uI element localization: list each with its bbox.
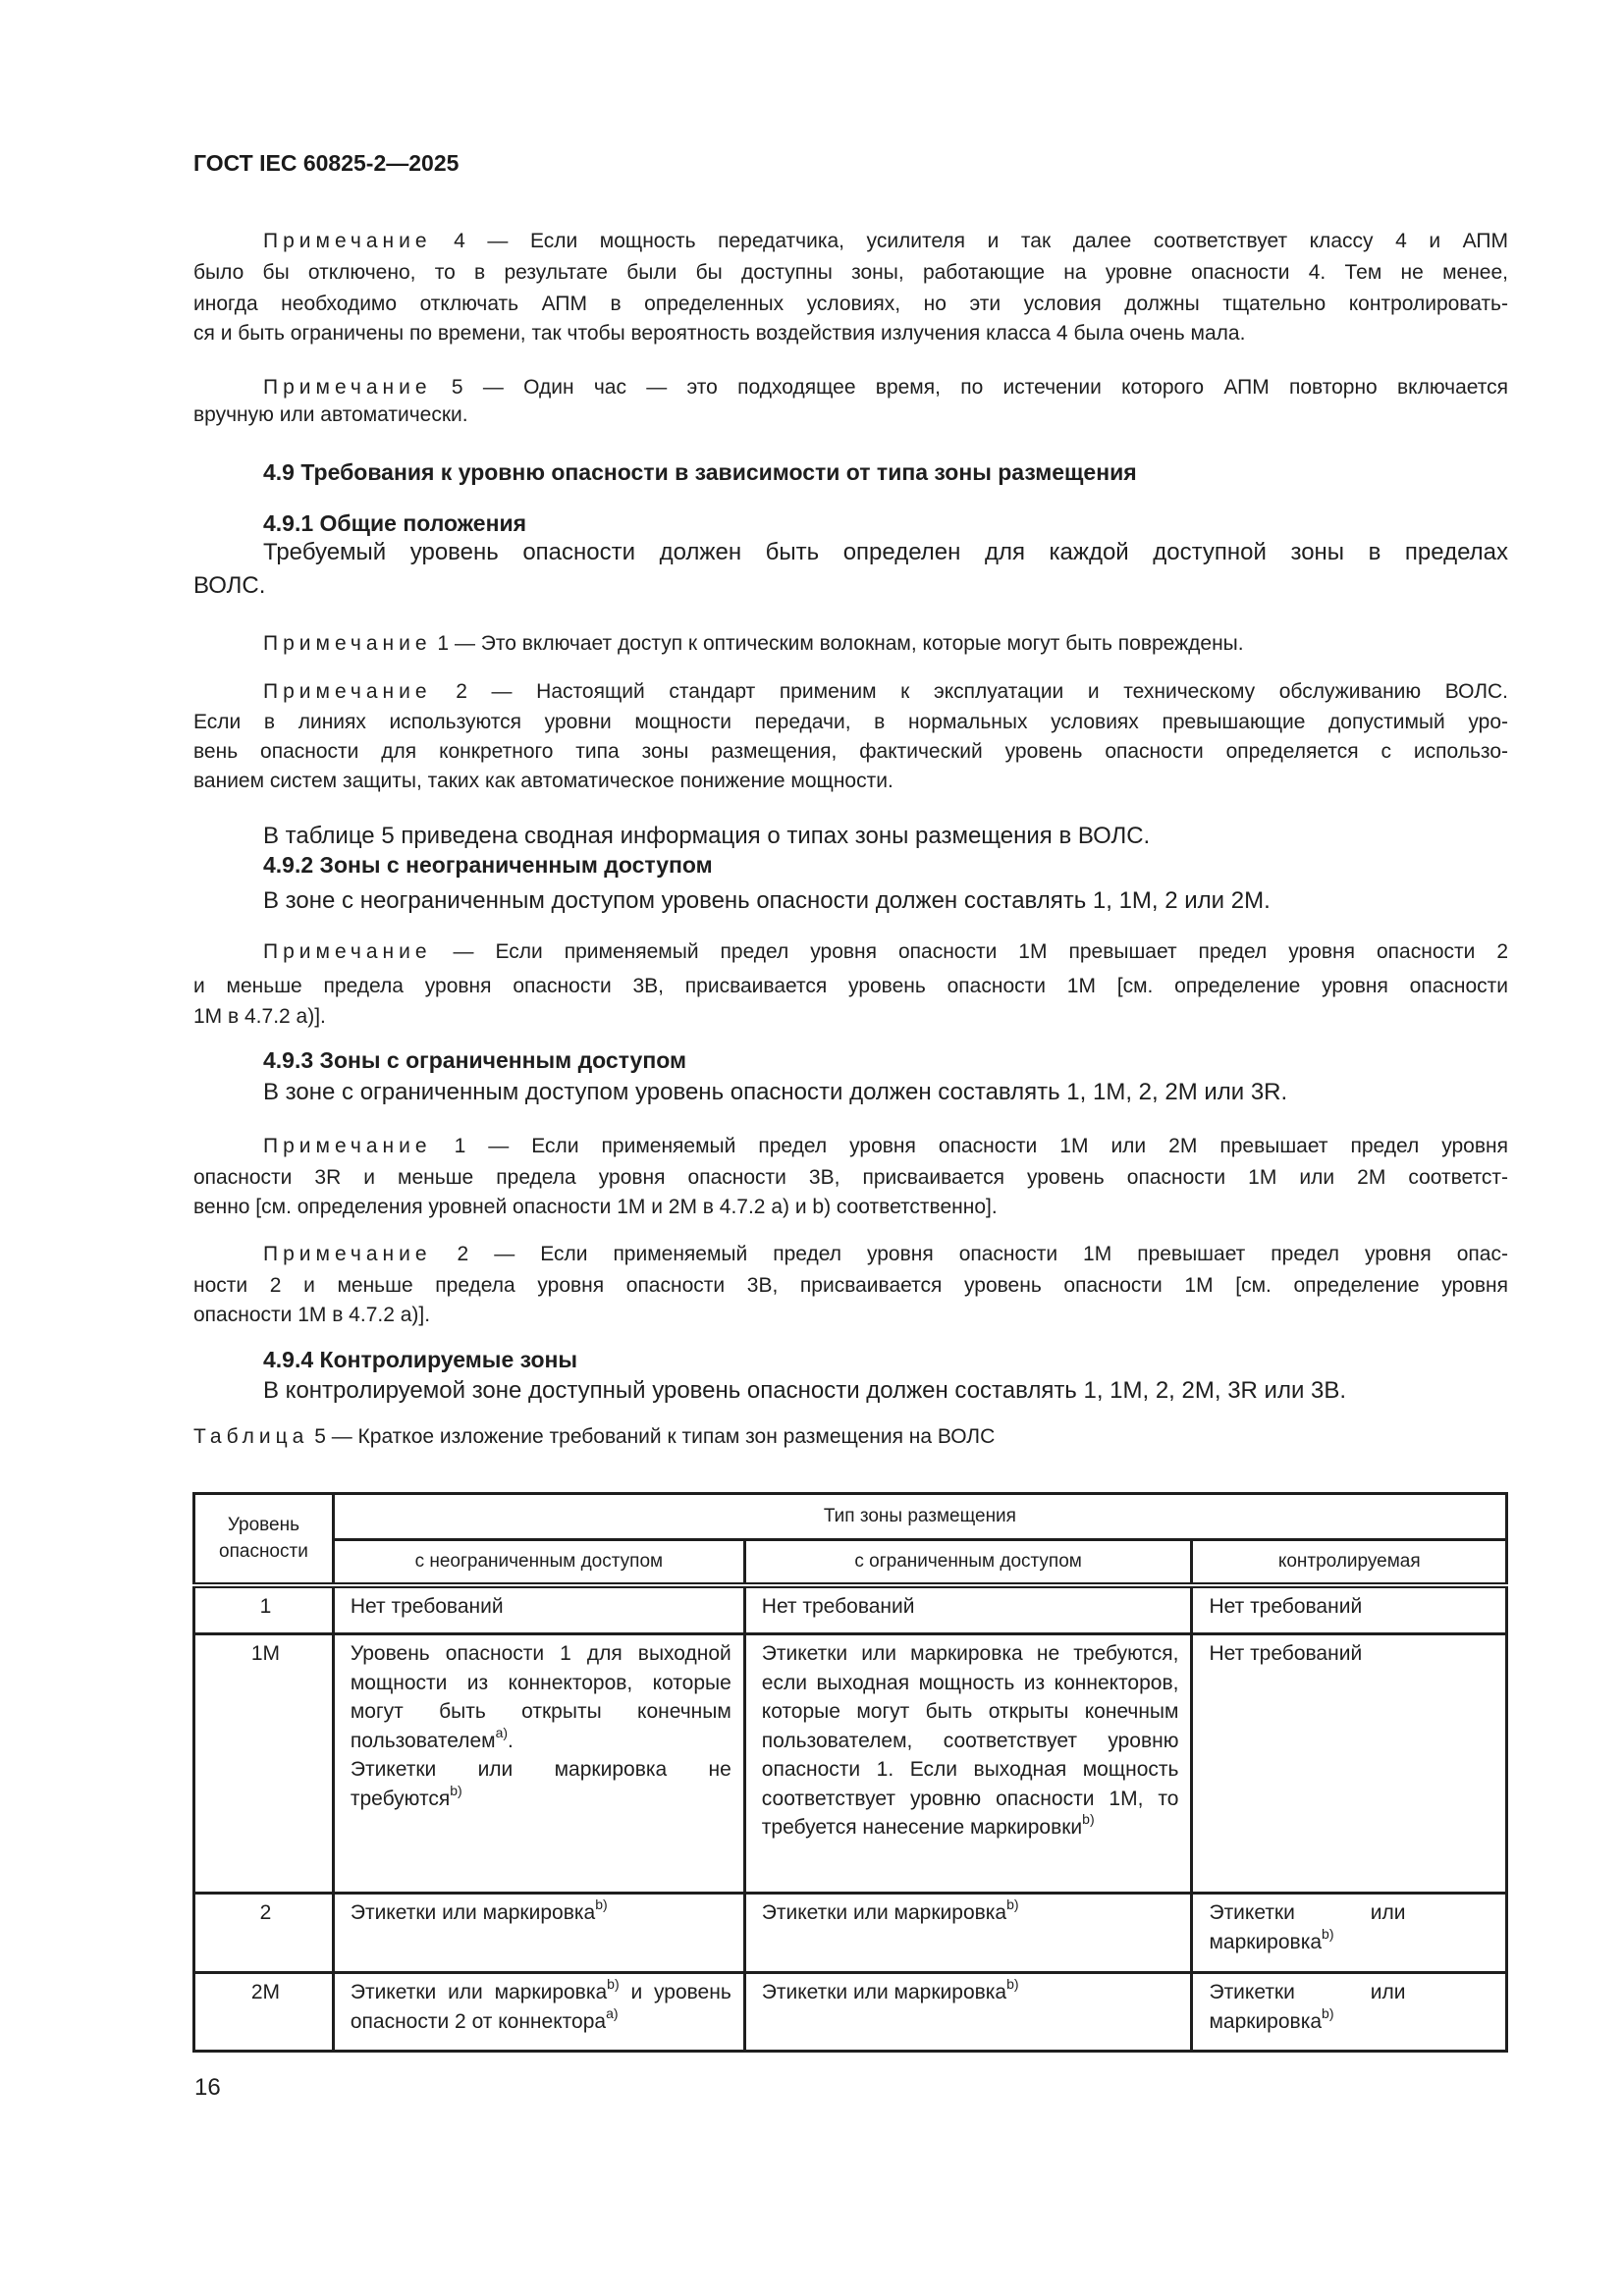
section-4-9-1-heading: 4.9.1 Общие положения xyxy=(263,510,527,536)
cell-text xyxy=(335,1895,743,1934)
note-line: ности 2 и меньше предела уровня опасности 3В, присваивается уровень опасности 1М [см. определение уровня xyxy=(193,1274,1508,1297)
note-text: — Настоящий стандарт применим к эксплуатации и техническому обслуживанию ВОЛС. xyxy=(491,680,1508,703)
cell-text: Нет требований xyxy=(350,1594,504,1618)
note-label: Примечание xyxy=(263,940,432,963)
section-4-9-3-heading: 4.9.3 Зоны с ограниченным доступом xyxy=(263,1047,687,1073)
cell-text xyxy=(1193,1895,1405,1962)
table-cell xyxy=(744,1973,1192,2052)
cell-text-part: и уровень опасности 2 от коннектора xyxy=(350,1981,731,2033)
footnote-ref: b) xyxy=(1322,2004,1334,2021)
column-header-level xyxy=(194,1494,334,1585)
note-line: вень опасности для конкретного типа зоны размещения, фактический уровень опасности определяется с использо- xyxy=(193,740,1508,763)
note-line: ся и быть ограничены по времени, так чтобы вероятность воздействия излучения класса 4 была очень мала. xyxy=(193,322,1246,345)
note-number: 2 xyxy=(456,680,467,703)
table-caption-text: 5 — Краткое изложение требований к типам зон размещения на ВОЛС xyxy=(314,1425,996,1448)
table-reference-text: В таблице 5 приведена сводная информация о типах зоны размещения в ВОЛС. xyxy=(263,823,1151,849)
table-row xyxy=(194,1894,1507,1973)
level-value: 2М xyxy=(250,1981,281,2003)
table-cell xyxy=(333,1894,744,1973)
header-text: Уровень опасности xyxy=(219,1515,308,1563)
cell-text-part: Уровень опасности 1 для выходной мощности из коннекторов, которые могут быть открыты конечным пользователем xyxy=(350,1642,731,1752)
column-header-controlled: контролируемая xyxy=(1192,1540,1507,1585)
cell-text-part: . xyxy=(508,1729,514,1752)
footnote-ref: a) xyxy=(495,1724,509,1740)
note-line xyxy=(263,936,1508,968)
table-row xyxy=(194,1585,1507,1634)
note-number: 1 xyxy=(454,1135,466,1157)
note-line xyxy=(263,1131,1508,1162)
note-text: — Если применяемый предел уровня опасности 1М превышает предел уровня опасности 2 xyxy=(453,940,1508,963)
footnote-ref: b) xyxy=(450,1782,462,1798)
footnote-ref: a) xyxy=(606,2004,619,2021)
cell-text xyxy=(335,1974,743,2042)
level-cell xyxy=(194,1973,334,2052)
cell-text-part: Этикетки или маркировка xyxy=(761,1981,1007,2003)
note-line: Если в линиях используются уровни мощности передачи, в нормальных условиях превышающие допустимый уро- xyxy=(193,711,1508,733)
table-cell xyxy=(1192,1973,1507,2052)
column-header-zone-type: Тип зоны размещения xyxy=(333,1494,1506,1540)
body-text-line: Требуемый уровень опасности должен быть определен для каждой доступной зоны в пределах xyxy=(263,539,1508,565)
table-cell xyxy=(1192,1585,1507,1634)
cell-text xyxy=(746,1974,1191,2013)
cell-text xyxy=(335,1635,743,1819)
cell-text xyxy=(1193,1974,1405,2042)
note-label: Примечание xyxy=(263,632,432,655)
note-number: 1 xyxy=(437,632,450,655)
footnote-ref: b) xyxy=(595,1896,608,1912)
footnote-ref: b) xyxy=(1082,1811,1095,1827)
table-cell xyxy=(333,1634,744,1894)
cell-text xyxy=(746,1635,1191,1848)
level-value: 1 xyxy=(259,1594,272,1618)
note-label: Примечание xyxy=(263,680,432,703)
note-line: иногда необходимо отключать АПМ в определенных условиях, но эти условия должны тщательно контролировать- xyxy=(193,293,1508,315)
cell-text-part: Этикетки или маркировка xyxy=(1209,1981,1406,2033)
level-cell xyxy=(194,1894,334,1973)
level-value: 2 xyxy=(259,1901,272,1924)
footnote-ref: b) xyxy=(607,1976,620,1992)
note-number: 5 xyxy=(451,376,463,399)
table-row xyxy=(194,1634,1507,1894)
table-cell xyxy=(333,1973,744,2052)
note-line: и меньше предела уровня опасности 3В, присваивается уровень опасности 1М [см. определение уровня опасности xyxy=(193,975,1508,997)
cell-text-part: Этикетки или маркировка xyxy=(1209,1901,1406,1953)
cell-text: Нет требований xyxy=(761,1594,915,1618)
table-cell xyxy=(744,1894,1192,1973)
note-number: 4 xyxy=(454,230,465,252)
note-text: — Это включает доступ к оптическим волокнам, которые могут быть повреждены. xyxy=(454,632,1244,655)
note-text: — Если применяемый предел уровня опасности 1М или 2М превышает предел уровня xyxy=(488,1135,1508,1157)
note-line: 1М в 4.7.2 а)]. xyxy=(193,1005,326,1028)
note-text: — Один час — это подходящее время, по истечении которого АПМ повторно включается xyxy=(482,376,1508,399)
cell-text-part: Этикетки или маркировка не требуются xyxy=(350,1758,731,1810)
level-value: 1М xyxy=(250,1642,281,1665)
note-line: вручную или автоматически. xyxy=(193,403,468,426)
table-cell xyxy=(333,1585,744,1634)
footnote-ref: b) xyxy=(1006,1896,1019,1912)
note-line xyxy=(263,226,1508,257)
cell-text-part: Этикетки или маркировка xyxy=(350,1981,608,2003)
note-line xyxy=(263,676,1508,708)
note-line xyxy=(263,1239,1508,1270)
footnote-ref: b) xyxy=(1322,1925,1334,1942)
cell-text-part: Этикетки или маркировка xyxy=(350,1901,596,1924)
cell-text-part: Этикетки или маркировка xyxy=(761,1901,1007,1924)
footnote-ref: b) xyxy=(1006,1976,1019,1992)
table-caption-label: Таблица xyxy=(193,1425,309,1448)
note-label: Примечание xyxy=(263,1243,432,1265)
note-1 xyxy=(263,628,1244,660)
cell-text xyxy=(746,1895,1191,1934)
page-number: 16 xyxy=(194,2074,221,2101)
note-line: опасности 1М в 4.7.2 а)]. xyxy=(193,1304,431,1326)
table-caption xyxy=(193,1425,995,1449)
note-label: Примечание xyxy=(263,376,432,399)
note-line: венно [см. определения уровней опасности 1М и 2М в 4.7.2 а) и b) соответственно]. xyxy=(193,1196,998,1218)
note-line: было бы отключено, то в результате были бы доступны зоны, работающие на уровне опасности 4. Тем не менее, xyxy=(193,261,1508,284)
note-label: Примечание xyxy=(263,230,432,252)
body-text-line: ВОЛС. xyxy=(193,572,266,599)
table-cell xyxy=(1192,1894,1507,1973)
table-header-row xyxy=(194,1494,1507,1540)
table-subheader-row xyxy=(194,1540,1507,1585)
section-4-9-4-heading: 4.9.4 Контролируемые зоны xyxy=(263,1347,578,1372)
section-4-9-heading: 4.9 Требования к уровню опасности в зависимости от типа зоны размещения xyxy=(263,459,1137,485)
section-4-9-2-heading: 4.9.2 Зоны с неограниченным доступом xyxy=(263,852,713,878)
table-5 xyxy=(192,1492,1508,2053)
column-header-restricted: с ограниченным доступом xyxy=(744,1540,1192,1585)
body-text-line: В зоне с неограниченным доступом уровень опасности должен составлять 1, 1М, 2 или 2М. xyxy=(263,887,1271,914)
body-text-line: В контролируемой зоне доступный уровень опасности должен составлять 1, 1М, 2, 2М, 3R или 3В. xyxy=(263,1377,1347,1404)
document-id-header: ГОСТ IEC 60825-2—2025 xyxy=(193,150,460,176)
cell-text-part: Этикетки или маркировка не требуются, если выходная мощность из коннекторов, которые могут быть открыты конечным пользователем, соответствует уровню опасности 1. Если выходная мощность соответствует уровню опасности 1М, то требуется нанесение маркировки xyxy=(761,1642,1179,1839)
level-cell xyxy=(194,1634,334,1894)
note-text: — Если применяемый предел уровня опасности 1М превышает предел уровня опас- xyxy=(494,1243,1508,1265)
cell-text: Нет требований xyxy=(1209,1642,1363,1665)
note-number: 2 xyxy=(457,1243,469,1265)
note-label: Примечание xyxy=(263,1135,432,1157)
table-cell xyxy=(744,1634,1192,1894)
table-cell xyxy=(744,1585,1192,1634)
note-line: опасности 3R и меньше предела уровня опасности 3В, присваивается уровень опасности 1М или 2М соответст- xyxy=(193,1166,1508,1189)
table-row xyxy=(194,1973,1507,2052)
table-cell xyxy=(1192,1634,1507,1894)
cell-text: Нет требований xyxy=(1209,1594,1363,1618)
body-text-line: В зоне с ограниченным доступом уровень опасности должен составлять 1, 1М, 2, 2М или 3R. xyxy=(263,1079,1288,1105)
column-header-unrestricted: с неограниченным доступом xyxy=(333,1540,744,1585)
note-text: — Если мощность передатчика, усилителя и так далее соответствует классу 4 и АПМ xyxy=(487,230,1508,252)
level-cell xyxy=(194,1585,334,1634)
note-line: ванием систем защиты, таких как автоматическое понижение мощности. xyxy=(193,770,893,792)
